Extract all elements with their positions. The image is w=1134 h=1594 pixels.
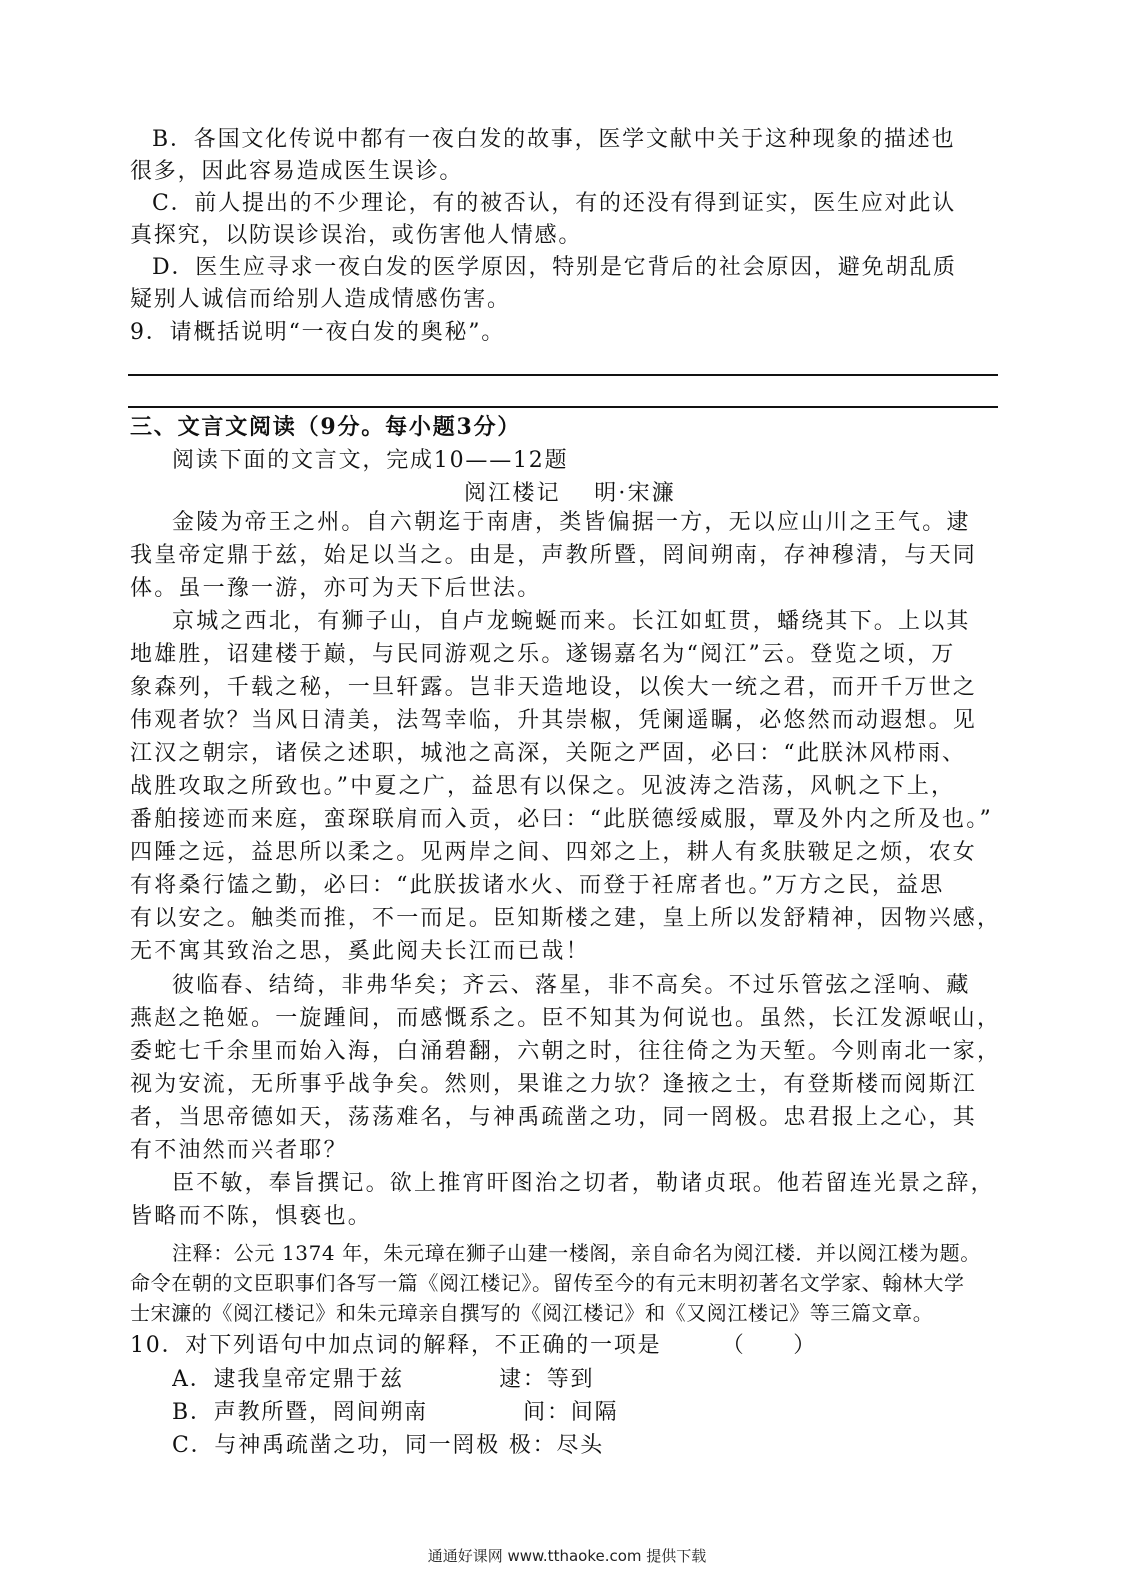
passage-line: 皆略而不陈，惧亵也。 — [130, 1204, 373, 1229]
passage-line: 体。虽一豫一游，亦可为天下后世法。 — [130, 576, 542, 601]
passage-line: 有将桑行馌之勤，必曰：“此朕拔诸水火、而登于衽席者也。”万方之民，益思 — [130, 873, 945, 898]
passage-line: 有不油然而兴者耶？ — [130, 1138, 348, 1163]
q10-option-a: A．逮我皇帝定鼎于兹 逮：等到 — [172, 1367, 595, 1392]
passage-line: 金陵为帝王之州。自六朝迄于南唐，类皆偏据一方，无以应山川之王气。逮 — [172, 510, 971, 535]
note-line: 注释：公元 1374 年，朱元璋在狮子山建一楼阁，亲自命名为阅江楼．并以阅江楼为题。 — [172, 1241, 981, 1265]
question-9: 9．请概括说明“一夜白发的奥秘”。 — [130, 320, 506, 345]
passage-line: 京城之西北，有狮子山，自卢龙蜿蜒而来。长江如虹贯，蟠绕其下。上以其 — [172, 609, 971, 634]
option-b-line-1: B．各国文化传说中都有一夜白发的故事，医学文献中关于这种现象的描述也 — [152, 127, 956, 152]
passage-line: 象森列，千载之秘，一旦轩露。岂非天造地设，以俟大一统之君，而开千万世之 — [130, 675, 978, 700]
note-line: 命令在朝的文臣职事们各写一篇《阅江楼记》。留传至今的有元末明初著名文学家、翰林大学 — [130, 1271, 965, 1295]
passage-line: 者，当思帝德如天，荡荡难名，与神禹疏凿之功，同一罔极。忠君报上之心，其 — [130, 1105, 978, 1130]
passage-line: 地雄胜，诏建楼于巅，与民同游观之乐。遂锡嘉名为“阅江”云。登览之顷，万 — [130, 642, 956, 667]
q10-option-b: B．声教所暨，罔间朔南 间：间隔 — [172, 1400, 619, 1425]
passage-line: 委蛇七千余里而始入海，白涌碧翻，六朝之时，往往倚之为天堑。今则南北一家， — [130, 1039, 1002, 1064]
option-c-line-1: C．前人提出的不少理论，有的被否认，有的还没有得到证实，医生应对此认 — [152, 191, 957, 216]
passage-line: 臣不敏，奉旨撰记。欲上推宵旰图治之切者，勒诸贞珉。他若留连光景之辞， — [172, 1171, 995, 1196]
option-d-line-1: D．医生应寻求一夜白发的医学原因，特别是它背后的社会原因，避免胡乱质 — [152, 255, 957, 280]
passage-line: 四陲之远，益思所以柔之。见两岸之间、四郊之上，耕人有炙肤皲足之烦，农女 — [130, 840, 978, 865]
answer-line-2 — [128, 406, 998, 408]
passage-line: 燕赵之艳姬。一旋踵间，而感慨系之。臣不知其为何说也。虽然，长江发源岷山， — [130, 1006, 1002, 1031]
passage-title: 阅江楼记 明·宋濂 — [464, 481, 676, 506]
passage-line: 彼临春、结绮，非弗华矣；齐云、落星，非不高矣。不过乐管弦之淫响、藏 — [172, 973, 971, 998]
passage-line: 我皇帝定鼎于兹，始足以当之。由是，声教所暨，罔间朔南，存神穆清，与天同 — [130, 543, 978, 568]
passage-line: 无不寓其致治之思，奚此阅夫长江而已哉！ — [130, 939, 590, 964]
q10-option-c: C．与神禹疏凿之功，同一罔极 极：尽头 — [172, 1433, 605, 1458]
option-c-line-2: 真探究，以防误诊误治，或伤害他人情感。 — [130, 223, 583, 248]
passage-line: 番舶接迹而来庭，蛮琛联肩而入贡，必曰：“此朕德绥威服，覃及外内之所及也。” — [130, 807, 993, 832]
passage-line: 有以安之。触类而推，不一而足。臣知斯楼之建，皇上所以发舒精神，因物兴感， — [130, 906, 1002, 931]
passage-line: 伟观者欤？当风日清美，法驾幸临，升其崇椒，凭阑遥瞩，必悠然而动遐想。见 — [130, 708, 978, 733]
section-heading: 三、文言文阅读（9分。每小题3分） — [130, 414, 522, 440]
option-d-line-2: 疑别人诚信而给别人造成情感伤害。 — [130, 287, 511, 312]
passage-line: 视为安流，无所事乎战争矣。然则，果谁之力欤？逢掖之士，有登斯楼而阅斯江 — [130, 1072, 978, 1097]
option-b-line-2: 很多，因此容易造成医生误诊。 — [130, 159, 464, 184]
passage-line: 战胜攻取之所致也。”中夏之广，益思有以保之。见波涛之浩荡，风帆之下上， — [130, 774, 956, 799]
passage-line: 江汉之朝宗，诸侯之述职，城池之高深，关阨之严固，必曰：“此朕沐风栉雨、 — [130, 741, 967, 766]
note-line: 士宋濂的《阅江楼记》和朱元璋亲自撰写的《阅江楼记》和《又阅江楼记》等三篇文章。 — [130, 1301, 934, 1325]
section-instruction: 阅读下面的文言文，完成10——12题 — [172, 448, 569, 473]
answer-line-1 — [128, 374, 998, 376]
question-10: 10．对下列语句中加点词的解释，不正确的一项是 （ ） — [130, 1333, 817, 1358]
footer-source: 通通好课网 www.tthaoke.com 提供下载 — [427, 1547, 707, 1565]
